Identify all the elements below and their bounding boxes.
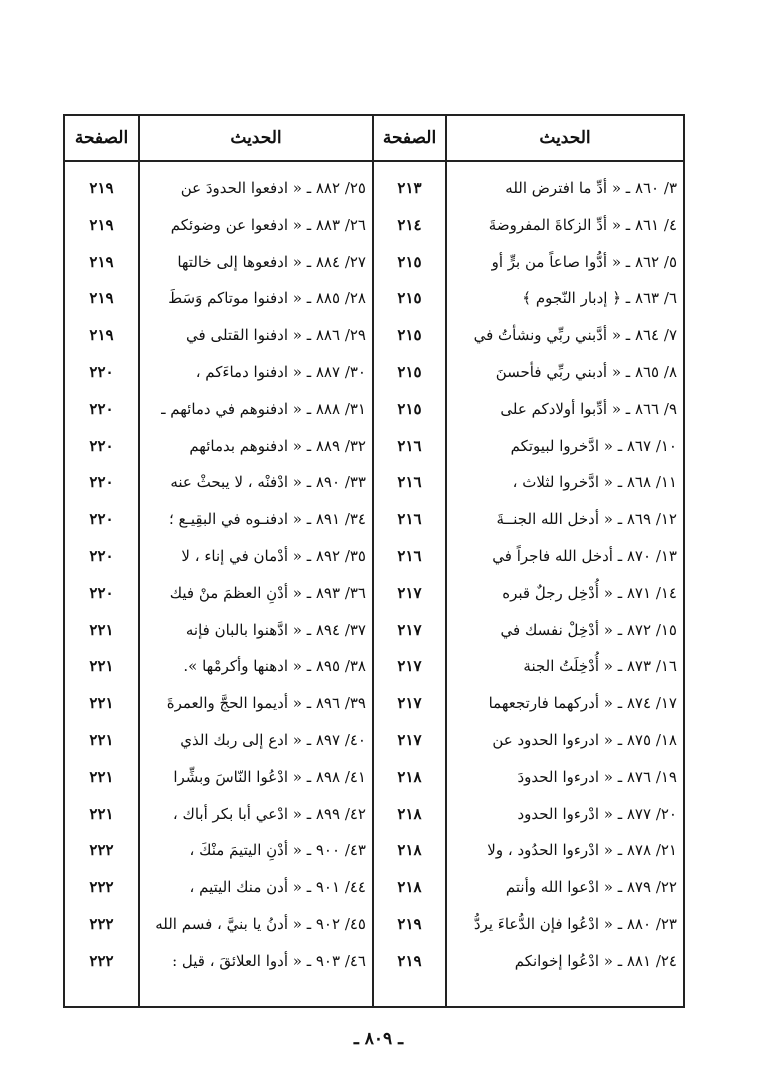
right-hadith-entry: ٢٣/ ٨٨٠ ـ « ادْعُوا فإن الدُّعاءَ يردُّ (473, 915, 677, 933)
left-page-number: ٢٢٢ (89, 915, 114, 933)
right-hadith-entry: ٧/ ٨٦٤ ـ « أدَّبني ربِّي ونشأتُ في (473, 326, 677, 345)
right-hadith-entry: ١٩/ ٨٧٦ ـ « ادرءوا الحدودَ (517, 767, 677, 786)
right-hadith-entry: ٥/ ٨٦٢ ـ « أدُّوا صاعاً من برٍّ أو (491, 252, 677, 271)
right-page-number: ٢١٥ (397, 363, 422, 381)
right-page-number: ٢١٥ (397, 399, 422, 418)
right-page-header: الصفحة (382, 128, 437, 148)
left-page-number: ٢٢٢ (89, 878, 114, 897)
right-hadith-entry: ٤/ ٨٦١ ـ « أدِّ الزكاةَ المفروضةَ (488, 215, 677, 234)
column-divider (138, 116, 140, 1006)
right-page-number: ٢١٧ (397, 620, 422, 639)
right-hadith-entry: ١٨/ ٨٧٥ ـ « ادرءوا الحدود عن (492, 731, 677, 749)
left-hadith-entry: ٣٧/ ٨٩٤ ـ « ادَّهنوا بالبان فإنه (185, 620, 366, 639)
left-hadith-entry: ٤٠/ ٨٩٧ ـ « ادع إلى ربك الذي (180, 731, 366, 749)
left-page-number: ٢٢٠ (89, 473, 114, 492)
right-hadith-entry: ٢٠/ ٨٧٧ ـ « ادْرءوا الحدود (517, 804, 677, 823)
left-hadith-entry: ٣٢/ ٨٨٩ ـ « ادفنوهم بدمائهم (189, 436, 366, 455)
left-page-number: ٢٢١ (89, 804, 114, 823)
right-page-number: ٢١٧ (397, 731, 422, 749)
left-hadith-entry: ٣١/ ٨٨٨ ـ « ادفنوهم في دمائهم ـ (161, 399, 366, 418)
right-page-number: ٢١٥ (397, 289, 422, 308)
right-page-number: ٢١٥ (397, 326, 422, 345)
left-page-number: ٢٢١ (89, 694, 114, 713)
right-hadith-header: الحديث (539, 128, 591, 148)
left-page-number: ٢٢٢ (89, 951, 114, 970)
right-page-number: ٢١٣ (397, 179, 422, 197)
right-page-number: ٢١٦ (397, 510, 422, 529)
right-page-number: ٢١٨ (397, 804, 422, 823)
right-page-number: ٢١٤ (397, 215, 422, 234)
left-hadith-entry: ٣٦/ ٨٩٣ ـ « أدْنِ العظمَ منْ فيك (169, 583, 366, 602)
left-page-number: ٢١٩ (89, 215, 114, 234)
right-hadith-entry: ١٧/ ٨٧٤ ـ « أدركهما فارتجعهما (488, 694, 677, 713)
left-page-number: ٢١٩ (89, 179, 114, 197)
left-hadith-entry: ٣٣/ ٨٩٠ ـ « ادْفنْه ، لا يبحثْ عنه (170, 473, 366, 492)
left-page-header: الصفحة (74, 128, 129, 148)
left-page-number: ٢٢٠ (89, 583, 114, 602)
right-hadith-entry: ٢٢/ ٨٧٩ ـ « ادْعوا الله وأنتم (505, 878, 677, 897)
right-page-number: ٢١٨ (397, 841, 422, 860)
right-hadith-entry: ١٠/ ٨٦٧ ـ « ادَّخروا لبيوتكم (510, 436, 677, 455)
right-page-number: ٢١٦ (397, 436, 422, 455)
left-page-number: ٢٢١ (89, 767, 114, 786)
left-hadith-entry: ٣٥/ ٨٩٢ ـ « أدْمان في إناء ، لا (181, 547, 366, 565)
right-hadith-entry: ٩/ ٨٦٦ ـ « أدِّبوا أولادكم على (500, 399, 677, 418)
right-hadith-entry: ٦/ ٨٦٣ ـ ﴿ إدبار النّجوم ﴾ (522, 289, 677, 308)
right-hadith-entry: ١٢/ ٨٦٩ ـ « أدخل الله الجنــةَ (496, 510, 677, 529)
header-divider (65, 160, 683, 162)
right-page-number: ٢١٧ (397, 694, 422, 713)
left-hadith-entry: ٢٥/ ٨٨٢ ـ « ادفعوا الحدودَ عن (180, 179, 366, 197)
left-page-number: ٢٢٠ (89, 363, 114, 381)
left-hadith-entry: ٢٨/ ٨٨٥ ـ « ادفنوا موتاكم وَسَطَ (168, 289, 366, 308)
left-hadith-entry: ٤٥/ ٩٠٢ ـ « أدنُ يا بنيَّ ، فسم الله (155, 915, 366, 933)
right-hadith-entry: ٣/ ٨٦٠ ـ « أدِّ ما افترض الله (505, 179, 677, 197)
right-page-number: ٢١٦ (397, 473, 422, 492)
right-hadith-entry: ٢٤/ ٨٨١ ـ « ادْعُوا إخوانكم (514, 951, 677, 970)
left-hadith-entry: ٢٧/ ٨٨٤ ـ « ادفعوها إلى خالتها (177, 252, 366, 271)
left-hadith-entry: ٢٦/ ٨٨٣ ـ « ادفعوا عن وضوئكم (170, 215, 366, 234)
left-hadith-header: الحديث (230, 128, 282, 148)
left-hadith-entry: ٤٤/ ٩٠١ ـ « أدن منك اليتيم ، (189, 878, 366, 897)
left-page-number: ٢٢٠ (89, 510, 114, 529)
left-page-number: ٢٢١ (89, 657, 114, 676)
column-divider (445, 116, 447, 1006)
left-page-number: ٢٢٢ (89, 841, 114, 860)
left-page-number: ٢٢١ (89, 731, 114, 749)
left-page-number: ٢١٩ (89, 326, 114, 345)
left-hadith-entry: ٢٩/ ٨٨٦ ـ « ادفنوا القتلى في (186, 326, 366, 345)
left-page-number: ٢٢٠ (89, 547, 114, 565)
index-table (63, 114, 685, 1008)
right-hadith-entry: ١٣/ ٨٧٠ ـ أدخل الله فاجراً في (492, 547, 677, 565)
right-hadith-entry: ١٤/ ٨٧١ ـ « أُدْخِل رجلٌ قبره (502, 583, 677, 602)
left-hadith-entry: ٣٨/ ٨٩٥ ـ « ادهنها وأكرمْها ». (183, 657, 366, 676)
right-page-number: ٢١٩ (397, 915, 422, 933)
right-hadith-entry: ٢١/ ٨٧٨ ـ « ادْرءوا الحدُود ، ولا (487, 841, 677, 860)
left-hadith-entry: ٤٣/ ٩٠٠ ـ « أدْنِ اليتيمَ منْكَ ، (189, 841, 366, 860)
left-page-number: ٢١٩ (89, 289, 114, 308)
left-hadith-entry: ٣٩/ ٨٩٦ ـ « أديموا الحجَّ والعمرةَ (166, 694, 366, 713)
right-page-number: ٢١٩ (397, 951, 422, 970)
left-page-number: ٢١٩ (89, 252, 114, 271)
left-hadith-entry: ٤٦/ ٩٠٣ ـ « أدوا العلائقَ ، قيل : (172, 951, 366, 970)
right-page-number: ٢١٨ (397, 767, 422, 786)
right-page-number: ٢١٧ (397, 657, 422, 676)
right-page-number: ٢١٦ (397, 547, 422, 565)
page-number: ـ ٨٠٩ ـ (353, 1029, 404, 1049)
left-hadith-entry: ٤٢/ ٨٩٩ ـ « ادْعي أبا بكر أباك ، (172, 804, 366, 823)
right-hadith-entry: ١١/ ٨٦٨ ـ « ادَّخروا لثلاث ، (512, 473, 677, 492)
right-page-number: ٢١٧ (397, 583, 422, 602)
right-page-number: ٢١٨ (397, 878, 422, 897)
left-page-number: ٢٢١ (89, 620, 114, 639)
right-page-number: ٢١٥ (397, 252, 422, 271)
left-hadith-entry: ٣٠/ ٨٨٧ ـ « ادفنوا دماءَكم ، (195, 363, 366, 381)
right-hadith-entry: ١٦/ ٨٧٣ ـ « أُدْخِلَتُ الجنة (523, 657, 677, 676)
left-page-number: ٢٢٠ (89, 436, 114, 455)
left-hadith-entry: ٣٤/ ٨٩١ ـ « ادفنـوه في البقِيـع ؛ (168, 510, 366, 529)
right-hadith-entry: ١٥/ ٨٧٢ ـ « أدْخِلْ نفسك في (500, 620, 677, 639)
left-page-number: ٢٢٠ (89, 399, 114, 418)
left-hadith-entry: ٤١/ ٨٩٨ ـ « ادْعُوا النّاسَ وبشِّرا (173, 767, 366, 786)
right-hadith-entry: ٨/ ٨٦٥ ـ « أدبني ربِّي فأحسنَ (495, 363, 677, 381)
